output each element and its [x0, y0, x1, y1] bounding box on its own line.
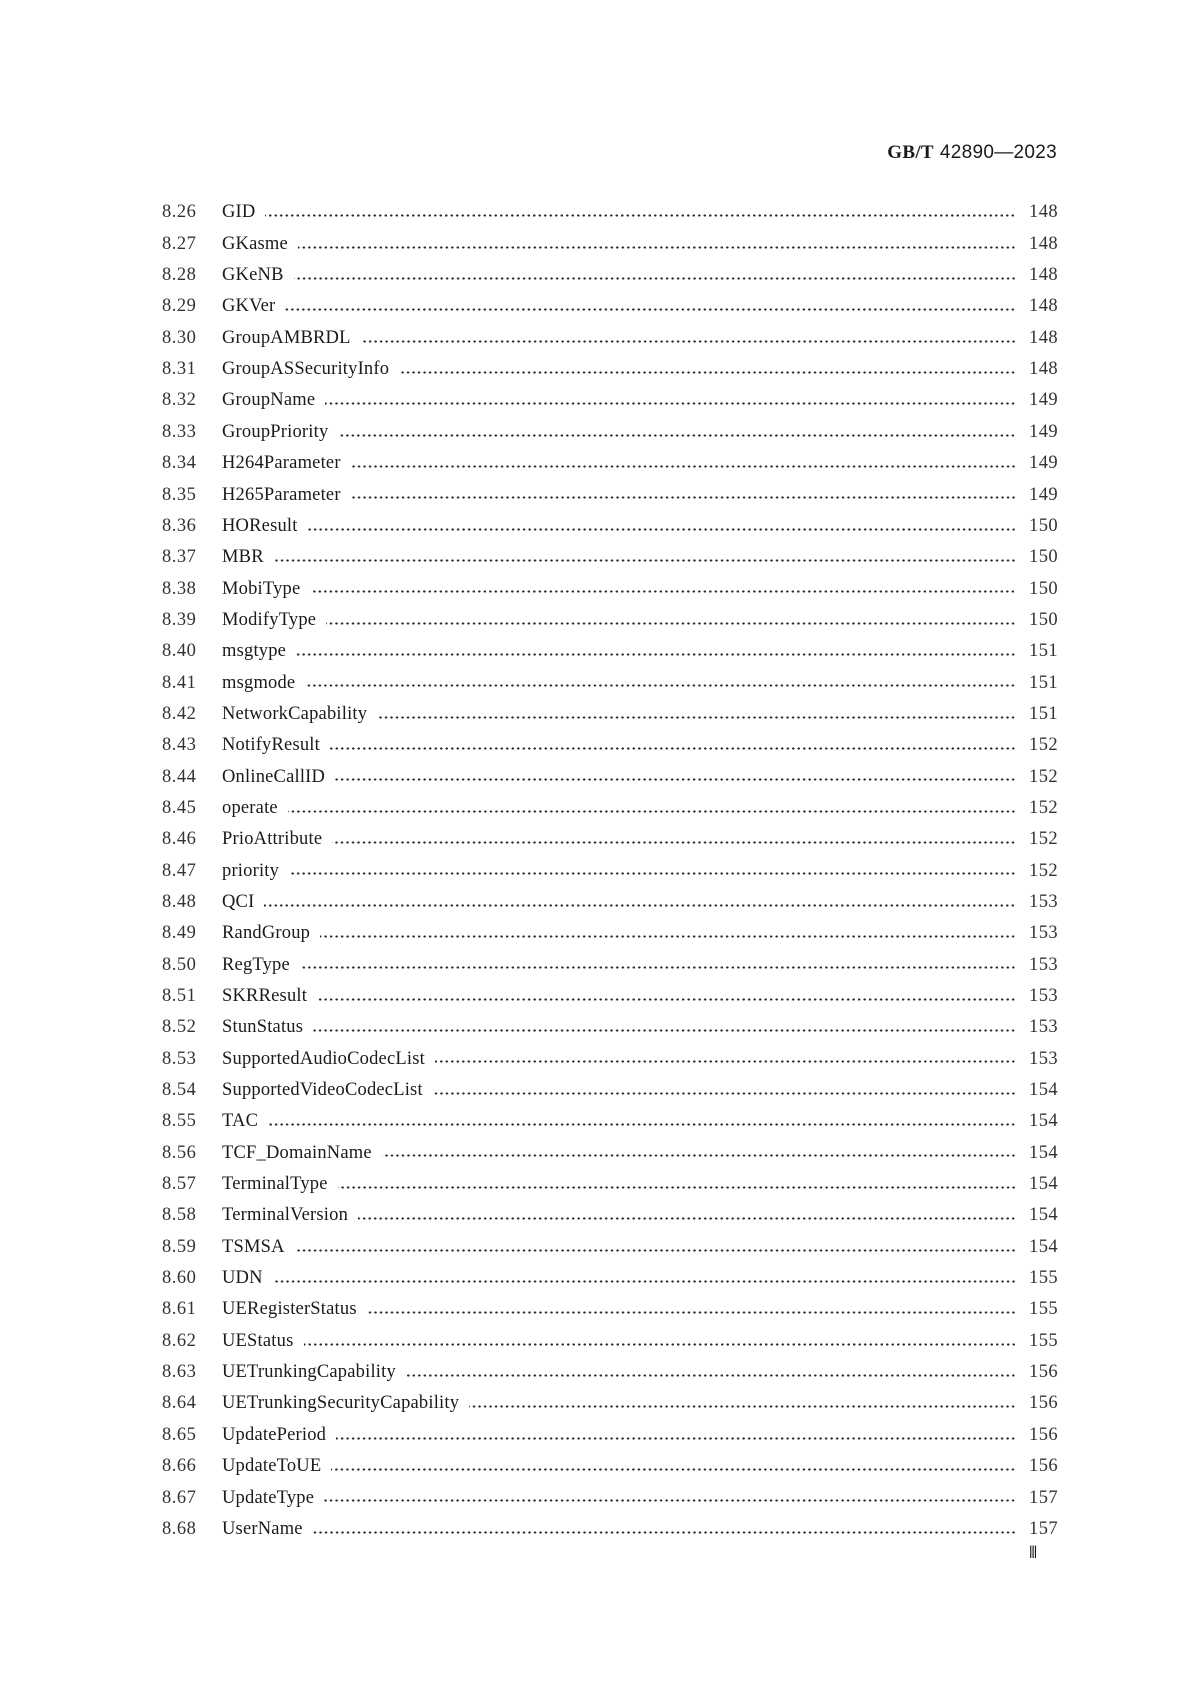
toc-entry-page: 150: [1029, 547, 1058, 568]
toc-entry-page: 153: [1029, 954, 1058, 975]
table-of-contents: [162, 197, 1058, 1545]
toc-entry-page: 148: [1029, 202, 1058, 223]
toc-entry-number: 8.46: [162, 829, 197, 850]
toc-entry-number: 8.26: [162, 202, 197, 223]
toc-dot-leader: [367, 1311, 1016, 1314]
toc-entry[interactable]: [162, 1200, 1058, 1231]
toc-entry-page: 156: [1029, 1393, 1058, 1414]
toc-entry-number: 8.56: [162, 1142, 197, 1163]
toc-dot-leader: [313, 1531, 1016, 1534]
toc-dot-leader: [308, 528, 1016, 531]
toc-entry-title: UETrunkingSecurityCapability: [222, 1393, 460, 1414]
toc-dot-leader: [294, 277, 1016, 280]
toc-dot-leader: [305, 684, 1016, 687]
toc-entry[interactable]: [162, 855, 1058, 886]
toc-entry[interactable]: [162, 354, 1058, 385]
toc-dot-leader: [304, 1343, 1017, 1346]
toc-entry[interactable]: [162, 291, 1058, 322]
toc-dot-leader: [377, 716, 1016, 719]
toc-entry[interactable]: [162, 1231, 1058, 1262]
toc-entry[interactable]: [162, 197, 1058, 228]
toc-dot-leader: [265, 214, 1016, 217]
toc-entry-title: UETrunkingCapability: [222, 1362, 396, 1383]
toc-entry-title: msgtype: [222, 641, 287, 662]
toc-entry[interactable]: [162, 761, 1058, 792]
toc-entry-title: GKasme: [222, 233, 288, 254]
toc-dot-leader: [406, 1374, 1016, 1377]
toc-dot-leader: [310, 590, 1016, 593]
toc-dot-leader: [313, 1029, 1016, 1032]
toc-dot-leader: [296, 653, 1016, 656]
toc-entry[interactable]: [162, 1075, 1058, 1106]
toc-entry-number: 8.39: [162, 609, 197, 630]
toc-entry-page: 151: [1029, 641, 1058, 662]
toc-entry-title: GroupName: [222, 390, 316, 411]
toc-entry-title: GID: [222, 202, 256, 223]
toc-entry[interactable]: [162, 479, 1058, 510]
toc-entry-title: operate: [222, 797, 278, 818]
toc-entry-number: 8.30: [162, 327, 197, 348]
toc-entry-title: SupportedAudioCodecList: [222, 1048, 425, 1069]
toc-entry-number: 8.47: [162, 860, 197, 881]
toc-entry-number: 8.51: [162, 986, 197, 1007]
toc-entry-page: 154: [1029, 1236, 1058, 1257]
toc-entry-page: 157: [1029, 1487, 1058, 1508]
toc-entry[interactable]: [162, 1513, 1058, 1544]
toc-entry-title: SKRResult: [222, 986, 308, 1007]
toc-entry-title: GKVer: [222, 296, 276, 317]
toc-entry[interactable]: [162, 1451, 1058, 1482]
toc-dot-leader: [325, 402, 1016, 405]
toc-entry-title: OnlineCallID: [222, 766, 326, 787]
toc-entry-page: 153: [1029, 923, 1058, 944]
toc-entry-page: 155: [1029, 1299, 1058, 1320]
toc-entry-page: 155: [1029, 1330, 1058, 1351]
toc-entry-title: PrioAttribute: [222, 829, 323, 850]
toc-entry-title: RegType: [222, 954, 290, 975]
document-header: [887, 142, 1057, 164]
toc-entry-title: QCI: [222, 891, 255, 912]
toc-dot-leader: [338, 1186, 1016, 1189]
toc-entry[interactable]: [162, 793, 1058, 824]
toc-entry-title: GroupAMBRDL: [222, 327, 351, 348]
toc-entry-page: 156: [1029, 1362, 1058, 1383]
toc-dot-leader: [320, 935, 1016, 938]
toc-entry-number: 8.45: [162, 797, 197, 818]
toc-entry-number: 8.38: [162, 578, 197, 599]
toc-entry-number: 8.42: [162, 703, 197, 724]
toc-dot-leader: [300, 966, 1016, 969]
toc-entry-title: H265Parameter: [222, 484, 341, 505]
toc-entry-title: StunStatus: [222, 1017, 304, 1038]
toc-dot-leader: [285, 308, 1016, 311]
toc-entry-page: 150: [1029, 515, 1058, 536]
toc-entry-number: 8.32: [162, 390, 197, 411]
toc-dot-leader: [331, 1468, 1016, 1471]
toc-dot-leader: [435, 1060, 1016, 1063]
toc-entry-title: UserName: [222, 1518, 303, 1539]
toc-entry[interactable]: [162, 699, 1058, 730]
toc-entry-title: TAC: [222, 1111, 259, 1132]
toc-entry[interactable]: [162, 1169, 1058, 1200]
toc-dot-leader: [351, 496, 1016, 499]
toc-dot-leader: [335, 778, 1016, 781]
toc-entry-number: 8.66: [162, 1456, 197, 1477]
toc-entry-title: priority: [222, 860, 280, 881]
toc-entry-page: 152: [1029, 735, 1058, 756]
toc-entry-title: UERegisterStatus: [222, 1299, 357, 1320]
toc-entry-title: H264Parameter: [222, 453, 341, 474]
toc-entry-page: 150: [1029, 578, 1058, 599]
toc-entry-page: 157: [1029, 1518, 1058, 1539]
toc-entry-number: 8.34: [162, 453, 197, 474]
toc-dot-leader: [295, 1249, 1016, 1252]
standard-number: 42890—2023: [939, 142, 1057, 163]
toc-entry-page: 148: [1029, 265, 1058, 286]
toc-dot-leader: [273, 1280, 1016, 1283]
toc-entry-page: 155: [1029, 1268, 1058, 1289]
page-number: Ⅲ: [1029, 1543, 1037, 1562]
toc-dot-leader: [274, 559, 1016, 562]
toc-entry-page: 154: [1029, 1142, 1058, 1163]
toc-entry-number: 8.31: [162, 359, 197, 380]
toc-dot-leader: [317, 998, 1016, 1001]
toc-entry-number: 8.33: [162, 421, 197, 442]
toc-entry-page: 153: [1029, 986, 1058, 1007]
toc-entry[interactable]: [162, 260, 1058, 291]
toc-entry-title: ModifyType: [222, 609, 317, 630]
toc-entry-number: 8.55: [162, 1111, 197, 1132]
toc-entry-page: 148: [1029, 296, 1058, 317]
toc-dot-leader: [298, 246, 1016, 249]
toc-entry[interactable]: [162, 1325, 1058, 1356]
toc-entry-number: 8.49: [162, 923, 197, 944]
toc-entry-number: 8.41: [162, 672, 197, 693]
toc-entry-number: 8.62: [162, 1330, 197, 1351]
toc-entry-title: RandGroup: [222, 923, 311, 944]
toc-entry-number: 8.53: [162, 1048, 197, 1069]
toc-entry-page: 149: [1029, 390, 1058, 411]
toc-entry-title: HOResult: [222, 515, 298, 536]
toc-entry-title: TSMSA: [222, 1236, 285, 1257]
toc-entry-title: msgmode: [222, 672, 296, 693]
toc-entry-page: 156: [1029, 1424, 1058, 1445]
toc-entry-page: 149: [1029, 484, 1058, 505]
toc-dot-leader: [433, 1092, 1016, 1095]
toc-entry-title: UEStatus: [222, 1330, 294, 1351]
toc-entry-title: UDN: [222, 1268, 263, 1289]
toc-entry-number: 8.52: [162, 1017, 197, 1038]
toc-entry[interactable]: [162, 667, 1058, 698]
toc-entry-title: GroupPriority: [222, 421, 329, 442]
toc-entry-number: 8.59: [162, 1236, 197, 1257]
toc-entry[interactable]: [162, 573, 1058, 604]
toc-entry-page: 150: [1029, 609, 1058, 630]
toc-entry-title: UpdatePeriod: [222, 1424, 327, 1445]
toc-dot-leader: [469, 1405, 1016, 1408]
toc-entry-title: TerminalType: [222, 1174, 328, 1195]
toc-entry[interactable]: [162, 730, 1058, 761]
toc-entry-title: UpdateType: [222, 1487, 315, 1508]
toc-entry[interactable]: [162, 385, 1058, 416]
toc-entry-number: 8.43: [162, 735, 197, 756]
toc-entry-page: 148: [1029, 327, 1058, 348]
toc-dot-leader: [288, 810, 1016, 813]
toc-entry-number: 8.44: [162, 766, 197, 787]
toc-entry-page: 153: [1029, 1048, 1058, 1069]
toc-dot-leader: [382, 1154, 1016, 1157]
toc-entry-page: 148: [1029, 359, 1058, 380]
toc-entry[interactable]: [162, 1106, 1058, 1137]
toc-entry[interactable]: [162, 949, 1058, 980]
toc-entry-page: 149: [1029, 453, 1058, 474]
toc-entry-page: 151: [1029, 672, 1058, 693]
toc-entry[interactable]: [162, 1388, 1058, 1419]
toc-entry-number: 8.60: [162, 1268, 197, 1289]
toc-entry[interactable]: [162, 824, 1058, 855]
toc-dot-leader: [332, 841, 1016, 844]
toc-entry-number: 8.50: [162, 954, 197, 975]
toc-entry-title: NotifyResult: [222, 735, 320, 756]
toc-entry[interactable]: [162, 1263, 1058, 1294]
toc-entry[interactable]: [162, 604, 1058, 635]
toc-entry[interactable]: [162, 636, 1058, 667]
toc-entry[interactable]: [162, 322, 1058, 353]
toc-entry-page: 154: [1029, 1174, 1058, 1195]
toc-entry-title: GKeNB: [222, 265, 284, 286]
toc-entry-title: UpdateToUE: [222, 1456, 322, 1477]
toc-entry-number: 8.61: [162, 1299, 197, 1320]
toc-entry[interactable]: [162, 981, 1058, 1012]
toc-entry-title: MBR: [222, 547, 264, 568]
toc-entry-number: 8.35: [162, 484, 197, 505]
toc-dot-leader: [351, 465, 1016, 468]
toc-entry-page: 153: [1029, 891, 1058, 912]
toc-dot-leader: [361, 340, 1016, 343]
toc-entry-number: 8.68: [162, 1518, 197, 1539]
toc-entry[interactable]: [162, 542, 1058, 573]
toc-dot-leader: [268, 1123, 1016, 1126]
toc-entry-page: 152: [1029, 766, 1058, 787]
toc-entry[interactable]: [162, 1043, 1058, 1074]
toc-entry-number: 8.54: [162, 1080, 197, 1101]
toc-entry-number: 8.37: [162, 547, 197, 568]
toc-entry-page: 156: [1029, 1456, 1058, 1477]
toc-entry-page: 152: [1029, 860, 1058, 881]
toc-entry[interactable]: [162, 918, 1058, 949]
toc-dot-leader: [399, 371, 1016, 374]
toc-entry-number: 8.29: [162, 296, 197, 317]
toc-entry-title: MobiType: [222, 578, 301, 599]
toc-entry-title: TerminalVersion: [222, 1205, 349, 1226]
toc-entry-number: 8.48: [162, 891, 197, 912]
toc-entry[interactable]: [162, 1012, 1058, 1043]
toc-dot-leader: [289, 872, 1016, 875]
toc-entry-number: 8.58: [162, 1205, 197, 1226]
toc-entry-number: 8.64: [162, 1393, 197, 1414]
standard-code: GB/T: [887, 142, 934, 163]
toc-dot-leader: [264, 904, 1016, 907]
toc-dot-leader: [358, 1217, 1016, 1220]
toc-entry-number: 8.27: [162, 233, 197, 254]
toc-entry-page: 149: [1029, 421, 1058, 442]
toc-entry-number: 8.28: [162, 265, 197, 286]
toc-entry[interactable]: [162, 228, 1058, 259]
toc-entry[interactable]: [162, 510, 1058, 541]
toc-entry-title: NetworkCapability: [222, 703, 368, 724]
toc-entry[interactable]: [162, 1482, 1058, 1513]
toc-entry[interactable]: [162, 416, 1058, 447]
toc-entry-title: TCF_DomainName: [222, 1142, 372, 1163]
toc-entry-number: 8.63: [162, 1362, 197, 1383]
toc-entry[interactable]: [162, 1419, 1058, 1450]
toc-entry[interactable]: [162, 1137, 1058, 1168]
toc-dot-leader: [330, 747, 1016, 750]
toc-entry[interactable]: [162, 1357, 1058, 1388]
toc-dot-leader: [324, 1499, 1016, 1502]
toc-entry[interactable]: [162, 887, 1058, 918]
toc-entry-page: 154: [1029, 1205, 1058, 1226]
toc-entry-page: 154: [1029, 1080, 1058, 1101]
toc-entry-page: 153: [1029, 1017, 1058, 1038]
toc-entry-number: 8.65: [162, 1424, 197, 1445]
toc-entry-title: GroupASSecurityInfo: [222, 359, 390, 380]
toc-entry-page: 154: [1029, 1111, 1058, 1132]
toc-entry-title: SupportedVideoCodecList: [222, 1080, 423, 1101]
toc-entry[interactable]: [162, 448, 1058, 479]
toc-entry-number: 8.57: [162, 1174, 197, 1195]
toc-entry-number: 8.40: [162, 641, 197, 662]
toc-dot-leader: [338, 434, 1016, 437]
toc-entry-page: 152: [1029, 797, 1058, 818]
toc-entry-page: 151: [1029, 703, 1058, 724]
toc-dot-leader: [326, 622, 1016, 625]
toc-dot-leader: [336, 1437, 1016, 1440]
toc-entry[interactable]: [162, 1294, 1058, 1325]
toc-entry-number: 8.36: [162, 515, 197, 536]
toc-entry-page: 148: [1029, 233, 1058, 254]
toc-entry-number: 8.67: [162, 1487, 197, 1508]
toc-entry-page: 152: [1029, 829, 1058, 850]
